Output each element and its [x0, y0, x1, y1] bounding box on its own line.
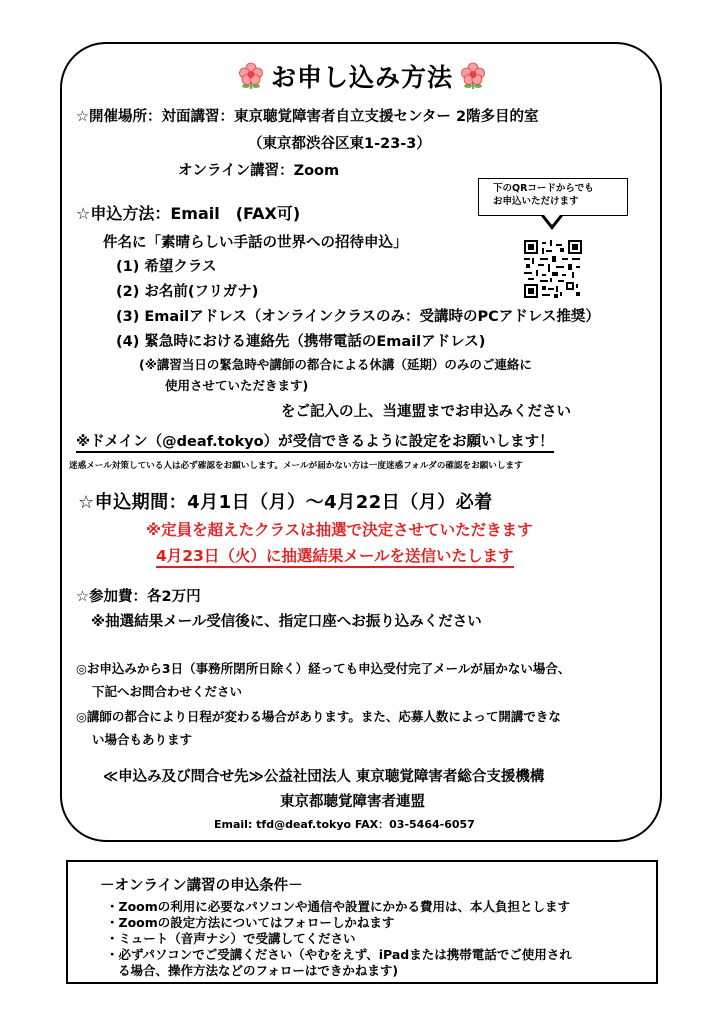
flower-icon: [237, 62, 265, 90]
note-line: い場合もあります: [92, 732, 193, 747]
apply-item: (4) 緊急時における連絡先（携帯電話のEmailアドレス): [116, 334, 486, 350]
qr-note-line: お申込いただけます: [493, 196, 579, 207]
qr-note-line: 下のQRコードからでも: [493, 183, 594, 194]
flower-icon: [459, 62, 487, 90]
venue-online: オンライン講習：Zoom: [178, 163, 340, 179]
contact-email-fax[interactable]: Email: tfd@deaf.tokyo FAX：03-5464-6057: [214, 818, 475, 831]
apply-item: (1) 希望クラス: [116, 259, 217, 275]
period-red2-wrap: [156, 544, 514, 566]
qr-note-box: [478, 178, 628, 216]
title-row: [0, 58, 724, 94]
apply-note: (※講習当日の緊急時や講師の都合による休講（延期）のみのご連絡に: [139, 357, 532, 372]
note-line: ◎講師の都合により日程が変わる場合があります。また、応募人数によって開講できな: [76, 709, 561, 724]
apply-closing: をご記入の上、当連盟までお申込みください: [281, 404, 571, 420]
period-red1-wrap: [146, 518, 533, 540]
online-item: る場合、操作方法などのフォローはできかねます): [118, 963, 399, 978]
apply-note: 使用させていただきます): [165, 378, 309, 393]
online-item: ・Zoomの利用に必要なパソコンや通信や設置にかかる費用は、本人負担とします: [106, 899, 571, 914]
contact-line: 東京都聴覚障害者連盟: [280, 794, 425, 810]
period-red-note: 4月23日（火）に抽選結果メールを送信いたします: [156, 547, 514, 568]
venue-address: （東京都渋谷区東1-23-3）: [248, 136, 431, 152]
period-main: ☆申込期間：4月1日（月）～4月22日（月）必着: [78, 492, 493, 513]
note-line: 下記へお問合わせください: [92, 684, 243, 699]
fee-note: ※抽選結果メール受信後に、指定口座へお振り込みください: [91, 614, 482, 630]
online-item: ・ミュート（音声ナシ）で受講してください: [106, 931, 356, 946]
apply-item: (3) Emailアドレス（オンラインクラスのみ：受講時のPCアドレス推奨）: [116, 309, 600, 325]
domain-notice-wrap: [76, 430, 554, 451]
apply-method: ☆申込方法：Email (FAX可): [76, 204, 301, 223]
page-title: お申し込み方法: [270, 63, 453, 92]
online-title: －オンライン講習の申込条件－: [100, 878, 303, 894]
note-line: ◎お申込みから3日（事務所閉所日除く）経っても申込受付完了メールが届かない場合、: [76, 661, 571, 676]
spam-notice: 迷惑メール対策している人は必ず確認をお願いします。メールが届かない方は一度迷惑フォルダの確認をお願いします: [69, 461, 523, 471]
qr-code-icon[interactable]: [524, 240, 582, 298]
period-red-note: ※定員を超えたクラスは抽選で決定させていただきます: [146, 521, 533, 539]
apply-item: (2) お名前(フリガナ): [116, 284, 259, 300]
contact-line: ≪申込み及び問合せ先≫公益社団法人 東京聴覚障害者総合支援機構: [103, 769, 545, 785]
online-item: ・Zoomの設定方法についてはフォローしかねます: [106, 915, 395, 930]
online-item: ・必ずパソコンでご受講ください（やむをえず、iPadまたは携帯電話でご使用され: [106, 947, 572, 962]
arrow-inner: [544, 215, 560, 225]
domain-notice: ※ドメイン（@deaf.tokyo）が受信できるように設定をお願いします！: [76, 434, 554, 453]
apply-subject: 件名に「素晴らしい手話の世界への招待申込」: [103, 235, 408, 251]
venue-line: ☆開催場所：対面講習：東京聴覚障害者自立支援センター 2階多目的室: [76, 109, 539, 125]
fee-main: ☆参加費：各2万円: [76, 589, 201, 605]
